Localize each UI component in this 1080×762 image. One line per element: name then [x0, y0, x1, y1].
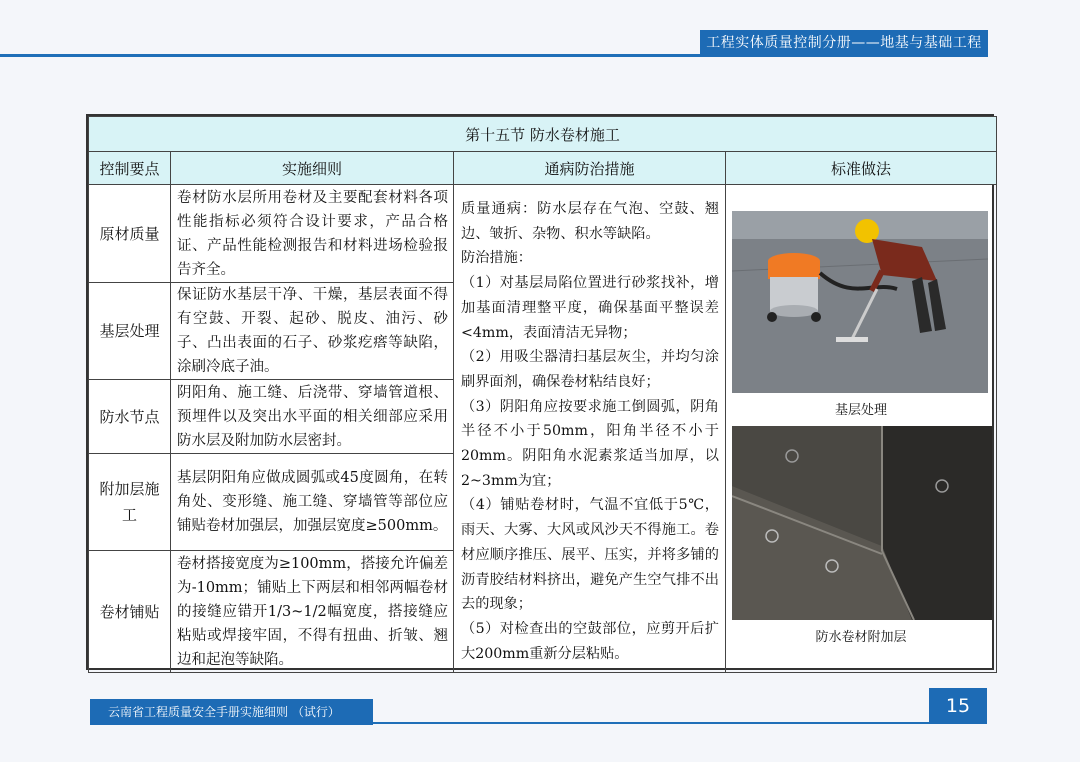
prevention-measures: [454, 185, 726, 673]
control-point: 卷材铺贴: [89, 551, 171, 673]
header-rule: [0, 54, 700, 57]
measure-item: （2）用吸尘器清扫基层灰尘，并均匀涂刷界面剂，确保卷材粘结良好；: [461, 349, 719, 390]
measure-item: 质量通病：防水层存在气泡、空鼓、翘边、皱折、杂物、积水等缺陷。: [461, 201, 719, 242]
implementation-detail: 卷材防水层所用卷材及主要配套材料各项性能指标必须符合设计要求，产品合格证、产品性能检测报告和材料进场检验报告齐全。: [171, 185, 454, 283]
photo-base-treatment: [732, 211, 988, 393]
control-point: 防水节点: [89, 380, 171, 454]
implementation-detail: 保证防水基层干净、干燥，基层表面不得有空鼓、开裂、起砂、脱皮、油污、砂子、凸出表面的石子、砂浆疙瘩等缺陷，涂刷冷底子油。: [171, 283, 454, 380]
photo-waterproof-additional-layer: [732, 426, 992, 620]
implementation-detail: 基层阴阳角应做成圆弧或45度圆角，在转角处、变形缝、施工缝、穿墙管等部位应铺贴卷材加强层，加强层宽度≥500mm。: [171, 454, 454, 551]
footer-title: 云南省工程质量安全手册实施细则 （试行）: [90, 699, 373, 725]
page-number: 15: [929, 688, 987, 724]
measure-item: （5）对检查出的空鼓部位，应剪开后扩大200mm重新分层粘贴。: [461, 620, 719, 662]
control-point: 原材质量: [89, 185, 171, 283]
standard-practice: [726, 185, 997, 673]
control-point: 基层处理: [89, 283, 171, 380]
measure-item: （3）阴阳角应按要求施工倒圆弧，阴角半径不小于50mm，阳角半径不小于20mm。阴阳角水泥素浆适当加厚，以2~3mm为宜；: [461, 398, 719, 489]
implementation-detail: 阴阳角、施工缝、后浇带、穿墙管道根、预埋件以及突出水平面的相关细部应采用防水层及附加防水层密封。: [171, 380, 454, 454]
column-header: 通病防治措施: [454, 152, 726, 185]
column-header: 实施细则: [171, 152, 454, 185]
measure-item: （4）铺贴卷材时，气温不宜低于5℃，雨天、大雾、大风或风沙天不得施工。卷材应顺序推压、展平、压实，并将多铺的沥青胶结材料挤出，避免产生空气排不出去的现象；: [461, 497, 719, 613]
control-point: 附加层施工: [89, 454, 171, 551]
content-table: [86, 114, 994, 670]
header-title: 工程实体质量控制分册——地基与基础工程: [700, 30, 988, 57]
footer-rule: [373, 722, 929, 724]
section-title: 第十五节 防水卷材施工: [89, 117, 997, 152]
implementation-detail: 卷材搭接宽度为≥100mm，搭接允许偏差为-10mm；铺贴上下两层和相邻两幅卷材的接缝应错开1/3~1/2幅宽度，搭接缝应粘贴或焊接牢固，不得有扭曲、折皱、翘边和起泡等缺陷。: [171, 551, 454, 673]
column-header: 标准做法: [726, 152, 997, 185]
column-header: 控制要点: [89, 152, 171, 185]
photo-caption: 基层处理: [835, 403, 888, 418]
measure-item: （1）对基层局陷位置进行砂浆找补，增加基面清理整平度，确保基面平整误差<4mm，表面清洁无异物；: [461, 275, 719, 341]
photo-caption: 防水卷材附加层: [815, 630, 907, 645]
measure-item: 防治措施：: [461, 250, 532, 267]
